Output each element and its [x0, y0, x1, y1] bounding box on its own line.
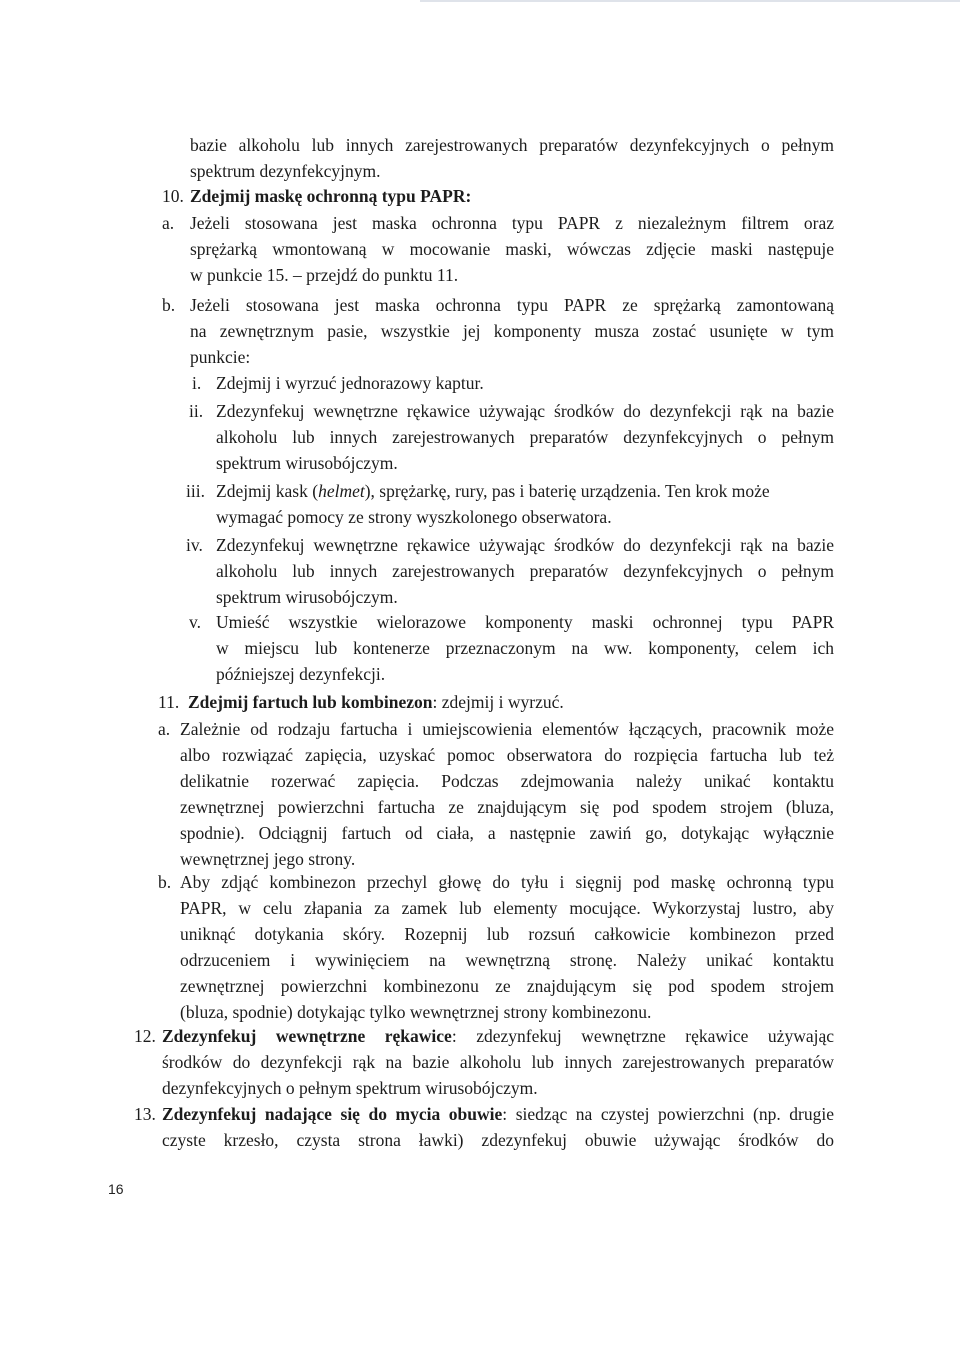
section-title: Zdejmij maskę ochronną typu PAPR: [190, 186, 472, 206]
body-text: Zdejmij i wyrzuć jednorazowy kaptur. [216, 373, 484, 393]
text-run: : zdejmij i wyrzuć. [432, 692, 564, 712]
body-text: wewnętrznej jego strony. [180, 849, 356, 869]
body-text: albo rozwiązać zapięcia, uzyskać pomoc obserwatora do rozpięcia fartucha lub też [180, 745, 834, 765]
section-heading [190, 184, 471, 208]
body-text: Zależnie od rodzaju fartucha i umiejscowienia elementów łączących, pracownik może [180, 719, 834, 739]
body-text [216, 479, 770, 503]
body-text: spektrum wirusobójczym. [216, 587, 398, 607]
body-text: alkoholu lub innych zarejestrowanych preparatów dezynfekcyjnych o pełnym [216, 427, 834, 447]
list-number: 11. [158, 692, 180, 712]
body-text: Aby zdjąć kombinezon przechyl głowę do tyłu i sięgnij pod maskę ochronną typu [180, 872, 834, 892]
body-text: Jeżeli stosowana jest maska ochronna typu PAPR ze sprężarką zamontowaną [190, 295, 834, 315]
body-text: sprężarką wmontowaną w mocowanie maski, wówczas zdjęcie maski następuje [190, 239, 834, 259]
body-text: środków do dezynfekcji rąk na bazie alkoholu lub innych zarejestrowanych preparatów [162, 1052, 834, 1072]
section-heading [162, 1102, 834, 1126]
body-text: spodnie). Odciągnij fartuch od ciała, a następnie zawiń go, dotykając wyłącznie [180, 823, 834, 843]
body-text: punkcie: [190, 347, 251, 367]
list-marker: b. [162, 295, 176, 315]
body-text: zewnętrznej powierzchni fartucha ze znajdującym się pod spodem strojem (bluza, [180, 797, 834, 817]
text-run: ), sprężarkę, rury, pas i baterię urządzenia. Ten krok może [364, 481, 770, 501]
text-run: : zdezynfekuj wewnętrzne rękawice używając [451, 1026, 834, 1046]
italic-term: helmet [318, 481, 365, 501]
body-text: czyste krzesło, czysta strona ławki) zdezynfekuj obuwie używając środków do [162, 1130, 834, 1150]
section-title: Zdezynfekuj nadające się do mycia obuwie [162, 1104, 503, 1124]
body-text: wymagać pomocy ze strony wyszkolonego obserwatora. [216, 507, 612, 527]
page-number: 16 [108, 1181, 124, 1197]
list-marker: b. [158, 872, 172, 892]
body-text: Zdezynfekuj wewnętrzne rękawice używając środków do dezynfekcji rąk na bazie [216, 535, 834, 555]
body-text: PAPR, w celu złapania za zamek lub elementy mocujące. Wykorzystaj lustro, aby [180, 898, 834, 918]
list-number: 13. [134, 1104, 156, 1124]
section-heading [188, 690, 564, 714]
body-text: dezynfekcyjnych o pełnym spektrum wirusobójczym. [162, 1078, 538, 1098]
body-text: na zewnętrznym pasie, wszystkie jej komponenty musza zostać usunięte w tym [190, 321, 834, 341]
body-text: Umieść wszystkie wielorazowe komponenty maski ochronnej typu PAPR [216, 612, 834, 632]
list-number: 12. [134, 1026, 156, 1046]
body-text: zewnętrznej powierzchni kombinezonu ze znajdującym się pod spodem strojem [180, 976, 834, 996]
body-text: w miejscu lub kontenerze przeznaczonym na ww. komponenty, celem ich [216, 638, 834, 658]
body-text: (bluza, spodnie) dotykając tylko wewnętrznej strony kombinezonu. [180, 1002, 652, 1022]
body-text: bazie alkoholu lub innych zarejestrowanych preparatów dezynfekcyjnych o pełnym [190, 135, 834, 155]
body-text: w punkcie 15. – przejdź do punktu 11. [190, 265, 459, 285]
body-text: późniejszej dezynfekcji. [216, 664, 386, 684]
list-marker: a. [158, 719, 171, 739]
section-heading [162, 1024, 834, 1048]
list-marker: v. [189, 612, 201, 632]
list-marker: ii. [189, 401, 204, 421]
body-text: uniknąć dotykania skóry. Rozepnij lub rozsuń całkowicie kombinezon przed [180, 924, 834, 944]
body-text: spektrum dezynfekcyjnym. [190, 161, 381, 181]
section-title: Zdezynfekuj wewnętrzne rękawice [162, 1026, 452, 1046]
text-run: : siedząc na czystej powierzchni (np. drugie [502, 1104, 835, 1124]
list-number: 10. [162, 186, 184, 206]
list-marker: iv. [186, 535, 203, 555]
body-text: spektrum wirusobójczym. [216, 453, 398, 473]
body-text: alkoholu lub innych zarejestrowanych preparatów dezynfekcyjnych o pełnym [216, 561, 834, 581]
list-marker: iii. [186, 481, 205, 501]
text-run: Zdejmij kask ( [216, 481, 319, 501]
body-text: delikatnie rozerwać zapięcia. Podczas zdejmowania należy unikać kontaktu [180, 771, 834, 791]
body-text: odrzuceniem i wywinięciem na wewnętrzną stronę. Należy unikać kontaktu [180, 950, 834, 970]
list-marker: i. [192, 373, 202, 393]
section-title: Zdejmij fartuch lub kombinezon [188, 692, 433, 712]
body-text: Zdezynfekuj wewnętrzne rękawice używając środków do dezynfekcji rąk na bazie [216, 401, 834, 421]
list-marker: a. [162, 213, 175, 233]
body-text: Jeżeli stosowana jest maska ochronna typu PAPR z niezależnym filtrem oraz [190, 213, 834, 233]
